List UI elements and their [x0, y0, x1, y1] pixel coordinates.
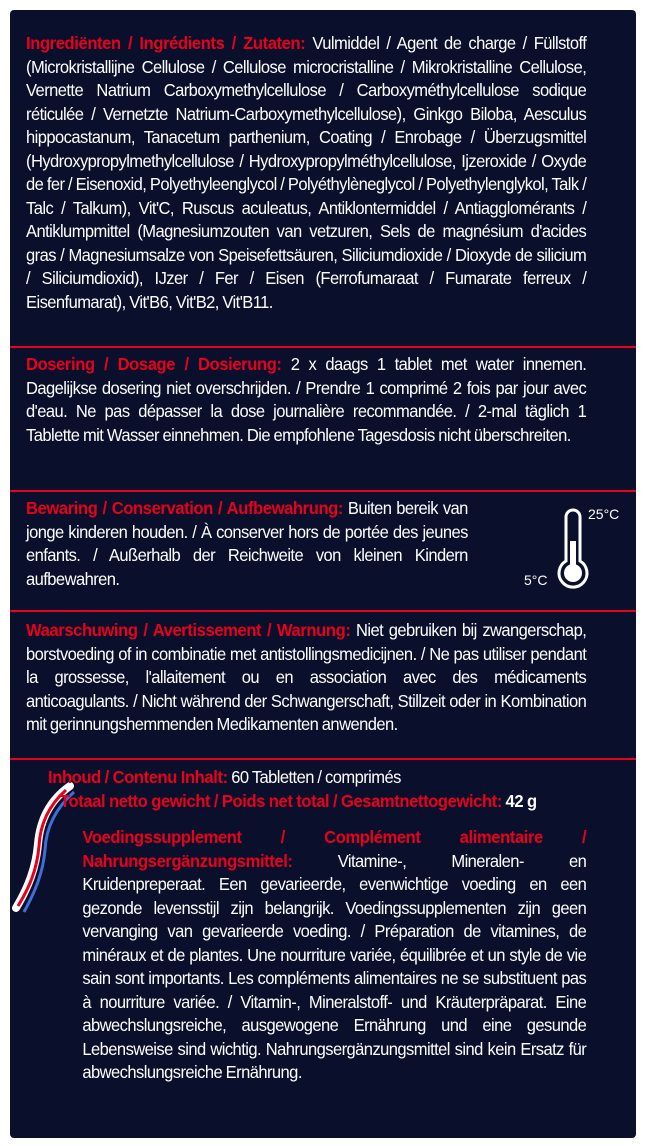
supplement-text: Vitamine-, Mineralen- en Kruidenpreperaat. Een gevarieerde, evenwichtige voeding en een gezonde levensstijl zijn belangrijk. Voedingssupplementen zijn geen vervanging van gevarieerde voeding. / Préparation de vitamines, de minéraux et de plantes. Une nourriture variée, équilibrée et un style de vie sain sont importants. Les compléments alimentaires ne se substituent pas à nourriture variée. / Vitamin-, Mineralstoff- und Kräuterpräparat. Eine abwechslungsreiche, ausgewogene Ernährung und eine gesunde Lebensweise sind wichtig. Nahrungsergänzungsmittel sind kein Ersatz für abwechslungsreiche Ernährung.	[82, 850, 587, 1082]
contents-text: 60 Tabletten / comprimés	[231, 767, 401, 787]
divider	[10, 758, 636, 760]
warning-text: Niet gebruiken bij zwangerschap, borstvoeding of in combinatie met antistollingsmedicijnen. / Ne pas utiliser pendant la grossesse, l'allaitement ou en association avec des médicaments anticoagulants. / Nicht während der Schwangerschaft, Stillzeit oder in Kombination mit gerinnungshemmenden Medikamenten anwenden.	[26, 620, 587, 734]
storage-label: Bewaring / Conservation / Aufbewahrung:	[26, 498, 344, 518]
warning-section	[26, 619, 586, 737]
contents-line	[48, 766, 574, 790]
thermometer-icon	[518, 507, 628, 597]
ingredients-section	[26, 32, 586, 314]
contents-label: Inhoud / Contenu Inhalt:	[48, 767, 228, 787]
dosage-label: Dosering / Dosage / Dosierung:	[26, 354, 282, 374]
label-panel	[10, 10, 636, 1138]
net-weight-value: 42 g	[505, 791, 537, 811]
net-weight-label: Totaal netto gewicht / Poids net total / Gesamtnettogewicht:	[60, 791, 502, 811]
divider	[10, 610, 636, 612]
temp-low-label: 5°C	[524, 572, 548, 588]
divider	[10, 490, 636, 492]
temp-high-label: 25°C	[588, 507, 620, 522]
supplement-label: Voedingssupplement / Complément alimentaire / Nahrungsergänzungsmittel:	[82, 827, 587, 871]
warning-label: Waarschuwing / Avertissement / Warnung:	[26, 620, 351, 640]
dosage-section	[26, 353, 586, 447]
storage-text: Buiten bereik van jonge kinderen houden. / À conserver hors de portée des jeunes enfants. / Außerhalb der Reichweite von kleinen Kindern aufbewahren.	[26, 498, 468, 589]
supplement-section	[26, 826, 586, 1085]
storage-section	[26, 497, 468, 591]
dosage-text: 2 x daags 1 tablet met water innemen. Dagelijkse dosering niet overschrijden. / Prendre 1 comprimé 2 fois par jour avec d'eau. Ne pas dépasser la dose journalière recommandée. / 2-mal täglich 1 Tablette mit Wasser einnehmen. Die empfohlene Tagesdosis nicht überschreiten.	[26, 354, 587, 445]
ingredients-text: Vulmiddel / Agent de charge / Füllstoff (Microkristallijne Cellulose / Cellulose microcristalline / Mikrokristalline Cellulose, Vernette Natrium Carboxymethylcellulose / Carboxyméthylcellulose sodique réticulée / Vernetzte Natrium-Carboxymethylcellulose), Ginkgo Biloba, Aesculus hippocastanum, Tanacetum parthenium, Coating / Enrobage / Überzugsmittel (Hydroxypropylmethylcellulose / Hydroxypropylméthylcellulose, Ijzeroxide / Oxyde de fer / Eisenoxid, Polyethyleenglycol / Polyéthylèneglycol / Polyethylenglykol, Talk / Talc / Talkum), Vit'C, Ruscus aculeatus, Antiklontermiddel / Antiagglomérants / Antiklumpmittel (Magnesiumzouten van vetzuren, Sels de magnésium d'acides gras / Magnesiumsalze von Speisefettsäuren, Siliciumdioxide / Dioxyde de silicium / Siliciumdioxid), IJzer / Fer / Eisen (Ferrofumaraat / Fumarate ferreux / Eisenfumarat), Vit'B6, Vit'B2, Vit'B11.	[26, 33, 587, 312]
net-weight-line	[60, 790, 586, 814]
divider	[10, 346, 636, 348]
ingredients-label: Ingrediënten / Ingrédients / Zutaten:	[26, 33, 306, 53]
